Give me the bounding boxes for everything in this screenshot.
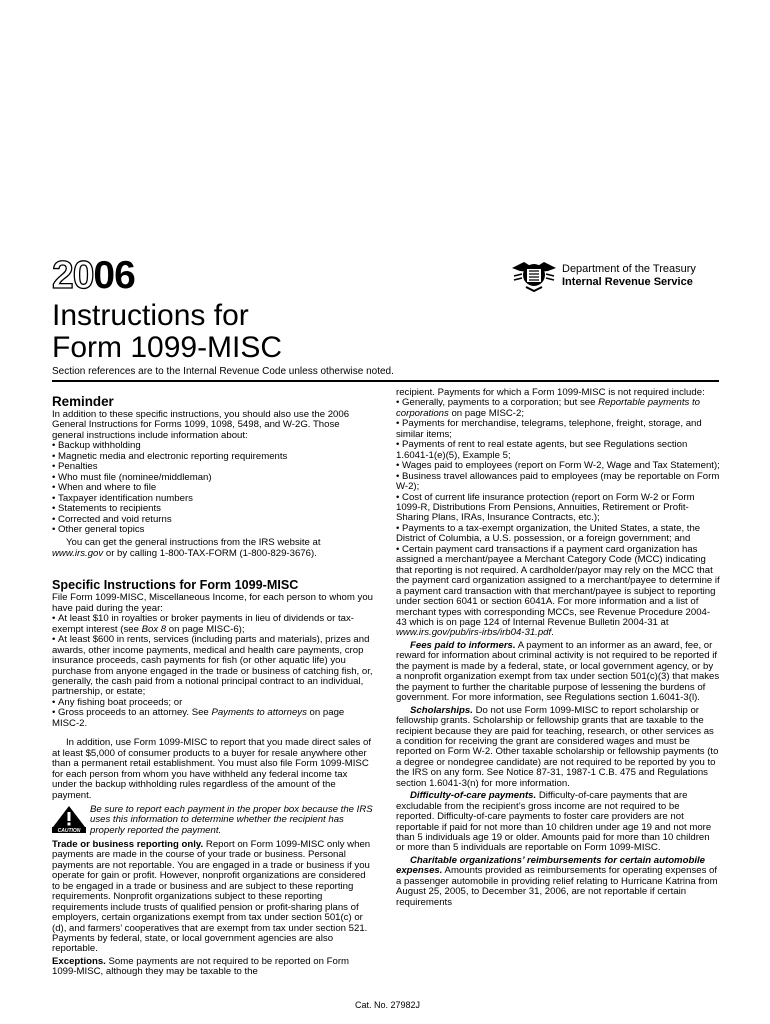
attorneys-ref: Payments to attorneys [211, 707, 307, 719]
attorney-text: Gross proceeds to an attorney. See [58, 707, 212, 719]
fees-informers-heading: Fees paid to informers. [410, 639, 516, 651]
caution-note [52, 805, 374, 837]
trade-business-text: Report on Form 1099-MISC only when payments are made in the course of your trade or business. Personal payments are not reportable. You are engaged in a trade or business if you operate for gain or profit. However, nonprofit organizations are considered to be engaged in a trade or business and are subject to these reporting requirements. Nonprofit organizations subject to these reporting requirements include trusts of qualified pension or profit-sharing plans of employers, certain organizations exempt from tax under section 501(c) or (d), and farmers’ cooperatives that are exempt from tax under section 521. Payments by federal, state, or local government agencies are also reportable. [52, 838, 371, 955]
reminder-item-magnetic-media: • Magnetic media and electronic reporting requirements [52, 452, 374, 462]
reminder-item-when-where: • When and where to file [52, 483, 374, 493]
website-note-text: You can get the general instructions from the IRS website at [66, 537, 321, 549]
specific-item-fishing: • Any fishing boat proceeds; or [52, 698, 374, 708]
charitable-reimbursements-heading: Charitable organizations’ reimbursements for certain automobile expenses. [396, 854, 705, 877]
exceptions-text: Some payments are not required to be reported on Form 1099-MISC, although they may be taxable to the [52, 955, 350, 978]
difficulty-of-care-heading: Difficulty-of-care payments. [410, 790, 537, 802]
document-title [52, 300, 282, 364]
fees-informers-text: A payment to an informer as an award, fee, or reward for information about criminal activity is not required to be reported if the payment is made by a federal, state, or local government agency, or by a nonprofit organization exempt from tax under section 501(c)(3) that makes the payment to further the charitable purpose of lessening the burdens of government. For more information, see Regulations section 1.6041-3(l). [396, 639, 720, 704]
caution-text: Be sure to report each payment in the proper box because the IRS uses this information to determine whether the recipient has properly reported the payment. [90, 803, 373, 836]
exception-item-travel: • Business travel allowances paid to employees (may be reportable on Form W-2); [396, 472, 720, 493]
difficulty-of-care-paragraph [396, 791, 720, 854]
specific-intro: File Form 1099-MISC, Miscellaneous Income, for each person to whom you have paid during the year: [52, 592, 373, 614]
website-note-text-end: or by calling 1-800-TAX-FORM (1-800-829-3676). [103, 547, 317, 559]
fees-informers-paragraph [396, 641, 720, 704]
title-line-2: Form 1099-MISC [52, 331, 283, 364]
reminder-item-other: • Other general topics [52, 525, 374, 535]
exception-item-rent: • Payments of rent to real estate agents, but see Regulations section 1.6041-1(e)(5), Example 5; [396, 440, 720, 461]
box8-ref: Box 8 [141, 623, 167, 635]
reminder-intro: In addition to these specific instructions, you should also use the 2006 General Instructions for Forms 1099, 1098, 5498, and W-2G. Those general instructions include information about: [52, 409, 350, 441]
specific-item-attorney [52, 708, 374, 729]
irs-eagle-logo-icon [510, 258, 558, 292]
difficulty-of-care-text: Difficulty-of-care payments that are excludable from the recipient’s gross income are not required to be reported. Difficulty-of-care payments to foster care providers are not reportable if paid for not more than 10 children under age 19 and not more than 5 individuals age 19 or older. Amounts paid for more than 10 children or more than 5 individuals are reportable on Form 1099-MISC. [396, 790, 712, 854]
reminder-website-note [52, 538, 374, 559]
corporations-ref: Reportable payments to corporations [396, 397, 700, 419]
department-block [562, 263, 696, 289]
year-bold: 06 [93, 254, 135, 297]
royalties-text: At least $10 in royalties or broker payments in lieu of dividends or tax-exempt interest (see [52, 613, 354, 635]
reminder-item-tin: • Taxpayer identification numbers [52, 494, 374, 504]
section-reference-note: Section references are to the Internal Revenue Code unless otherwise noted. [52, 366, 394, 377]
corporation-text-end: on page MISC-2; [448, 407, 524, 419]
catalog-number: Cat. No. 27982J [355, 1000, 421, 1010]
left-column [52, 392, 374, 978]
exception-item-wages: • Wages paid to employees (report on Form W-2, Wage and Tax Statement); [396, 461, 720, 471]
exceptions-heading: Exceptions. [52, 955, 106, 967]
charitable-reimbursements-paragraph [396, 856, 720, 908]
exception-item-merchandise: • Payments for merchandise, telegrams, telephone, freight, storage, and similar items; [396, 419, 720, 440]
title-line-1: Instructions for [52, 299, 249, 332]
agency-name: Internal Revenue Service [562, 276, 693, 288]
reminder-item-backup-withholding: • Backup withholding [52, 441, 374, 451]
reminder-item-corrected: • Corrected and void returns [52, 515, 374, 525]
form-year [52, 256, 135, 295]
charitable-reimbursements-text: Amounts provided as reimbursements for operating expenses of a passenger automobile in providing relief relating to Hurricane Katrina from August 25, 2005, to December 31, 2006, are not reportable if certain requirements [396, 865, 718, 908]
caution-label: CAUTION [57, 827, 81, 833]
exceptions-paragraph [52, 957, 374, 978]
specific-instructions-heading: Specific Instructions for Form 1099-MISC [52, 578, 299, 593]
specific-item-rents: • At least $600 in rents, services (including parts and materials), prizes and awards, other income payments, medical and health care payments, crop insurance proceeds, cash payments for fish (or other aquatic life) you purchase from anyone engaged in the trade or business of catching fish, or, generally, the cash paid from a notional principal contract to an individual, partnership, or estate; [52, 635, 374, 698]
header-divider [52, 380, 719, 382]
corporation-text: Generally, payments to a corporation; but see [402, 397, 599, 409]
trade-business-heading: Trade or business reporting only. [52, 838, 204, 850]
royalties-text-end: on page MISC-6); [166, 623, 245, 635]
irb-link[interactable]: www.irs.gov/pub/irs-irbs/irb04-31.pdf [396, 627, 552, 639]
reminder-heading: Reminder [52, 394, 114, 409]
exception-item-life-insurance: • Cost of current life insurance protection (report on Form W-2 or Form 1099-R, Distributions From Pensions, Annuities, Retirement or Profit-Sharing Plans, IRAs, Insurance Contracts, etc.); [396, 493, 720, 524]
irs-website-link[interactable]: www.irs.gov [52, 547, 104, 559]
reminder-item-who-must-file: • Who must file (nominee/middleman) [52, 473, 374, 483]
scholarships-text: Do not use Form 1099-MISC to report scholarship or fellowship grants. Scholarship or fellowship grants that are taxable to the recipient because they are paid for teaching, research, or other services as a condition for receiving the grant are considered wages and must be reported on Form W-2. Other taxable scholarship or fellowship payments (to a degree or nondegree candidate) are not required to be reported by you to the IRS on any form. See Notice 87-31, 1987-1 C.B. 475 and Regulations section 1.6041-3(n) for more information. [396, 704, 719, 789]
trade-business-paragraph [52, 840, 374, 955]
attorney-text-end: on page MISC-2. [52, 707, 345, 729]
reminder-item-penalties: • Penalties [52, 462, 374, 472]
exception-item-corporation [396, 398, 720, 419]
direct-sales-paragraph: In addition, use Form 1099-MISC to report that you made direct sales of at least $5,000 of consumer products to a buyer for resale anywhere other than a permanent retail establishment. You must also file Form 1099-MISC for each person from whom you have withheld any federal income tax under the backup withholding rules regardless of the amount of the payment. [52, 737, 372, 801]
year-outline: 20 [52, 254, 94, 297]
scholarships-heading: Scholarships. [410, 704, 473, 716]
payment-card-text-end: . [551, 627, 554, 639]
continued-paragraph: recipient. Payments for which a Form 1099-MISC is not required include: [396, 387, 705, 398]
scholarships-paragraph [396, 706, 720, 790]
caution-icon [52, 805, 86, 833]
reminder-item-statements: • Statements to recipients [52, 504, 374, 514]
specific-item-royalties [52, 614, 374, 635]
exception-item-tax-exempt: • Payments to a tax-exempt organization, the United States, a state, the District of Columbia, a U.S. possession, or a foreign government; and [396, 524, 720, 545]
right-column [396, 388, 720, 908]
department-name: Department of the Treasury [562, 263, 696, 275]
payment-card-text: Certain payment card transactions if a payment card organization has assigned a merchant/payee a Merchant Category Code (MCC) indicating that reporting is not required. A cardholder/payor may rely on the MCC that the payment card organization assigned to a merchant/payee to determine if a payment card transaction with that merchant/payee is subject to reporting under section 6041 or section 6041A. For more information and a list of merchant types with corresponding MCCs, see Revenue Procedure 2004-43 which is on page 124 of Internal Revenue Bulletin 2004-31 at [396, 543, 720, 628]
exception-item-payment-card [396, 545, 720, 639]
